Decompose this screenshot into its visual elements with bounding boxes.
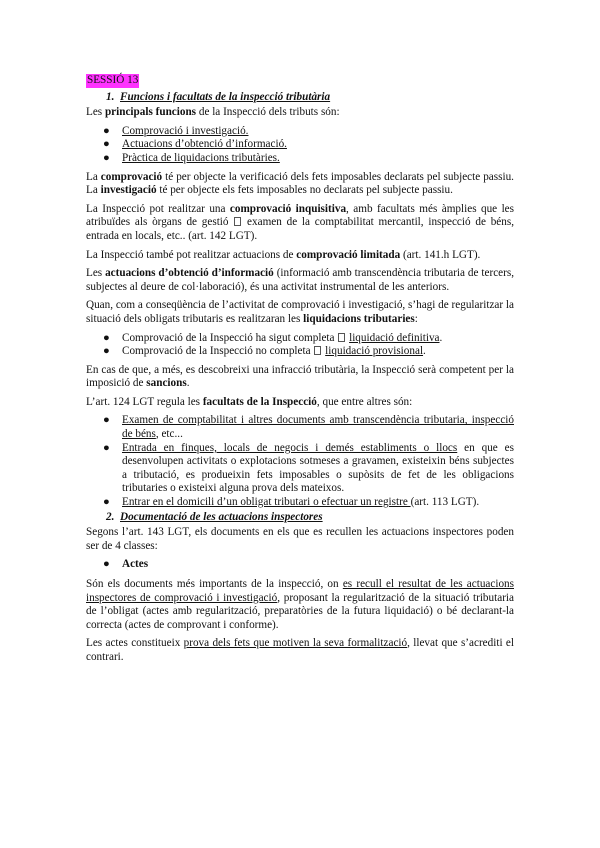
list-item: ● Actuacions d’obtenció d’informació. xyxy=(103,138,287,151)
intro-paragraph: Les principals funcions de la Inspecció dels tributs són: xyxy=(86,106,340,119)
list-item: ● Pràctica de liquidacions tributàries. xyxy=(103,151,280,164)
bullet-icon: ● xyxy=(103,138,110,151)
arrow-placeholder-icon xyxy=(234,217,241,226)
arrow-placeholder-icon xyxy=(314,346,321,355)
faculties-list xyxy=(86,414,514,509)
list-item: ● Comprovació de la Inspecció ha sigut completa liquidació definitiva. xyxy=(103,331,443,344)
paragraph-informacio: Les actuacions d’obtenció d’informació (informació amb transcendència tributaria de tercers, subjectes al deure de col·laboració), és una activitat instrumental de les anteriors. xyxy=(86,267,514,293)
paragraph-documents: Segons l’art. 143 LGT, els documents en els que es recullen les actuacions inspectores poden ser de 4 classes: xyxy=(86,526,514,552)
paragraph-sancions: En cas de que, a més, es descobreixi una infracció tributària, la Inspecció serà competent per la imposició de sancions. xyxy=(86,363,514,390)
list-item: ● Comprovació i investigació. xyxy=(103,124,249,137)
bullet-icon: ● xyxy=(103,558,110,571)
paragraph-inquisitiva: La Inspecció pot realitzar una comprovació inquisitiva, amb facultats més àmplies que les atribuïdes als òrgans de gestió examen de la comptabilitat mercantil, inspecció de béns, entrada en locals, etc.. (art. 142 LGT). xyxy=(86,202,514,242)
list-item: ● Entrar en el domicili d’un obligat tributari o efectuar un registre (art. 113 LGT). xyxy=(103,496,480,509)
paragraph-limitada: La Inspecció també pot realitzar actuacions de comprovació limitada (art. 141.h LGT). xyxy=(86,248,481,261)
bullet-icon: ● xyxy=(103,496,110,509)
liquidations-list xyxy=(86,332,514,359)
section-1-heading xyxy=(106,91,514,105)
section-2-heading xyxy=(106,511,514,525)
session-label: SESSIÓ 13 xyxy=(87,74,139,86)
list-item: ● Examen de comptabilitat i altres documents amb transcendència tributaria, inspecció de béns, etc... xyxy=(103,414,514,441)
paragraph-facultats: L’art. 124 LGT regula les facultats de la Inspecció, que entre altres són: xyxy=(86,395,413,408)
section-1-title: Funcions i facultats de la inspecció tributària xyxy=(120,90,331,103)
list-item: ● Entrada en finques, locals de negocis i demés establiments o llocs en que es desenvolupen activitats o explotacions sotmeses a gravamen, existeixin béns subjectes a tributació, es produeixin fets imposables o supòsits de fet de les obligacions tributaries o existeixi alguna prova dels mateixos. xyxy=(103,441,514,495)
paragraph-liquidacions: Quan, com a conseqüència de l’activitat de comprovació i investigació, s’hagi de regularitzar la situació dels obligats tributaris es realitzaran les liquidacions tributaries: xyxy=(86,299,514,325)
section-1-number: 1. xyxy=(106,90,115,103)
section-2-number: 2. xyxy=(106,510,115,523)
arrow-placeholder-icon xyxy=(338,333,345,342)
bullet-icon: ● xyxy=(103,345,110,358)
list-item: ● Comprovació de la Inspecció no completa liquidació provisional. xyxy=(103,345,426,358)
paragraph-actes-1: Són els documents més importants de la inspecció, on es recull el resultat de les actuacions inspectores de comprovació i investigació, proposant la regularització de la situació tributaria de l’obligat (actes amb regularització, preparatòries de la futura liquidació) o bé declarant-la correcta (actes de comprovant i conforme). xyxy=(86,578,514,631)
bullet-icon: ● xyxy=(103,151,110,164)
document-page xyxy=(86,74,514,670)
bullet-icon: ● xyxy=(103,414,110,427)
actes-subheading: ● Actes xyxy=(103,558,149,571)
paragraph-actes-2: Les actes constitueix prova dels fets que motiven la seva formalització, llevat que s’acrediti el contrari. xyxy=(86,637,514,663)
bullet-icon: ● xyxy=(103,124,110,137)
paragraph-comprovacio: La comprovació té per objecte la verificació dels fets imposables declarats pel subjecte passiu. La investigació té per objecte els fets imposables no declarats pel subjecte passiu. xyxy=(86,170,514,197)
session-heading xyxy=(86,74,514,89)
functions-list xyxy=(86,125,514,166)
bullet-icon: ● xyxy=(103,331,110,344)
bullet-icon: ● xyxy=(103,441,110,454)
section-2-title: Documentació de les actuacions inspectores xyxy=(120,510,323,523)
